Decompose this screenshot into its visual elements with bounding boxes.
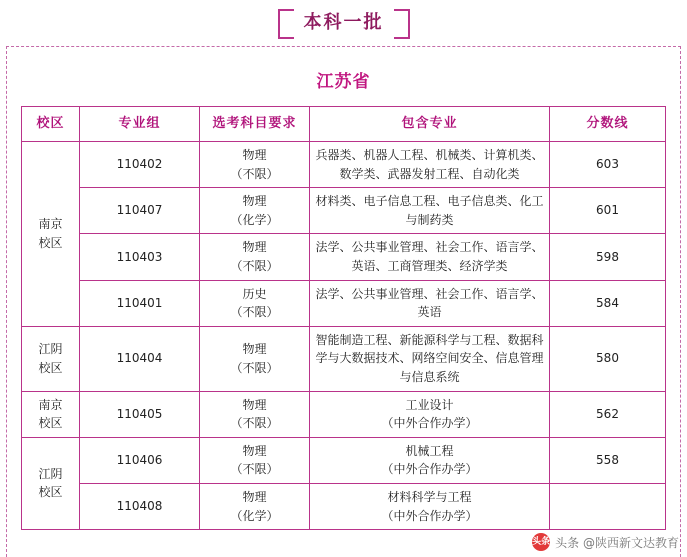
cell-campus <box>22 326 80 391</box>
campus-line-2: 校区 <box>38 360 63 375</box>
cell-score-line: 562 <box>550 391 666 437</box>
majors-line-1: 工业设计 <box>405 397 454 412</box>
cell-included-majors: 法学、公共事业管理、社会工作、语言学、英语、工商管理类、经济学类 <box>310 234 550 280</box>
batch-badge <box>278 9 410 39</box>
subject-line-1: 历史 <box>242 286 267 301</box>
subject-line-2: （化学） <box>230 212 279 227</box>
cell-score-line: 558 <box>550 437 666 483</box>
cell-subject-requirement <box>200 142 310 188</box>
cell-campus <box>22 142 80 327</box>
subject-line-1: 物理 <box>242 342 267 357</box>
cell-major-group: 110406 <box>80 437 200 483</box>
subject-line-2: （不限） <box>230 258 279 273</box>
campus-line-1: 南京 <box>38 397 63 412</box>
cell-subject-requirement <box>200 483 310 529</box>
cell-included-majors <box>310 391 550 437</box>
admission-score-table <box>21 106 666 530</box>
cell-major-group: 110403 <box>80 234 200 280</box>
watermark <box>532 533 679 551</box>
cell-major-group: 110407 <box>80 188 200 234</box>
cell-subject-requirement <box>200 280 310 326</box>
majors-line-1: 机械工程 <box>405 443 454 458</box>
cell-included-majors: 智能制造工程、新能源科学与工程、数据科学与大数据技术、网络空间安全、信息管理与信息系统 <box>310 326 550 391</box>
cell-included-majors: 兵器类、机器人工程、机械类、计算机类、数学类、武器发射工程、自动化类 <box>310 142 550 188</box>
campus-line-1: 江阴 <box>38 342 63 357</box>
campus-line-1: 南京 <box>38 217 63 232</box>
subject-line-2: （化学） <box>230 508 279 523</box>
subject-line-2: （不限） <box>230 462 279 477</box>
cell-subject-requirement <box>200 391 310 437</box>
table-row <box>22 437 666 483</box>
campus-line-1: 江阴 <box>38 466 63 481</box>
column-header-majors: 包含专业 <box>310 107 550 142</box>
table-row <box>22 188 666 234</box>
subject-line-2: （不限） <box>230 416 279 431</box>
header-badge-area <box>0 0 687 48</box>
cell-subject-requirement <box>200 437 310 483</box>
cell-score-line: 584 <box>550 280 666 326</box>
cell-score-line: 580 <box>550 326 666 391</box>
table-row <box>22 142 666 188</box>
cell-major-group: 110408 <box>80 483 200 529</box>
cell-major-group: 110404 <box>80 326 200 391</box>
column-header-group: 专业组 <box>80 107 200 142</box>
table-row <box>22 391 666 437</box>
column-header-subject: 选考科目要求 <box>200 107 310 142</box>
watermark-text: 头条 @陕西新文达教育 <box>555 535 679 550</box>
bracket-right-icon <box>394 9 410 39</box>
cell-campus <box>22 437 80 529</box>
majors-line-2: （中外合作办学） <box>381 416 478 431</box>
subject-line-2: （不限） <box>230 360 279 375</box>
subject-line-1: 物理 <box>242 194 267 209</box>
toutiao-logo-icon: 头条 <box>532 533 550 551</box>
subject-line-1: 物理 <box>242 443 267 458</box>
cell-score-line <box>550 483 666 529</box>
table-header-row <box>22 107 666 142</box>
cell-included-majors <box>310 437 550 483</box>
batch-badge-label: 本科一批 <box>303 12 384 34</box>
majors-line-1: 材料科学与工程 <box>387 489 472 504</box>
cell-included-majors <box>310 483 550 529</box>
table-row <box>22 326 666 391</box>
cell-subject-requirement <box>200 326 310 391</box>
campus-line-2: 校区 <box>38 235 63 250</box>
subject-line-1: 物理 <box>242 489 267 504</box>
column-header-score: 分数线 <box>550 107 666 142</box>
cell-score-line: 598 <box>550 234 666 280</box>
content-frame <box>6 46 681 557</box>
campus-line-2: 校区 <box>38 485 63 500</box>
table-body <box>22 142 666 530</box>
cell-included-majors: 法学、公共事业管理、社会工作、语言学、英语 <box>310 280 550 326</box>
cell-subject-requirement <box>200 234 310 280</box>
majors-line-2: （中外合作办学） <box>381 462 478 477</box>
subject-line-1: 物理 <box>242 397 267 412</box>
majors-line-2: （中外合作办学） <box>381 508 478 523</box>
cell-score-line: 603 <box>550 142 666 188</box>
cell-subject-requirement <box>200 188 310 234</box>
bracket-left-icon <box>278 9 294 39</box>
subject-line-2: （不限） <box>230 166 279 181</box>
subject-line-2: （不限） <box>230 305 279 320</box>
table-row <box>22 280 666 326</box>
cell-major-group: 110401 <box>80 280 200 326</box>
cell-major-group: 110405 <box>80 391 200 437</box>
cell-campus <box>22 391 80 437</box>
province-title: 江苏省 <box>316 72 371 92</box>
cell-included-majors: 材料类、电子信息工程、电子信息类、化工与制药类 <box>310 188 550 234</box>
campus-line-2: 校区 <box>38 416 63 431</box>
cell-score-line: 601 <box>550 188 666 234</box>
subject-line-1: 物理 <box>242 148 267 162</box>
column-header-campus: 校区 <box>22 107 80 142</box>
subject-line-1: 物理 <box>242 240 267 255</box>
cell-major-group: 110402 <box>80 142 200 188</box>
table-row <box>22 483 666 529</box>
table-row <box>22 234 666 280</box>
